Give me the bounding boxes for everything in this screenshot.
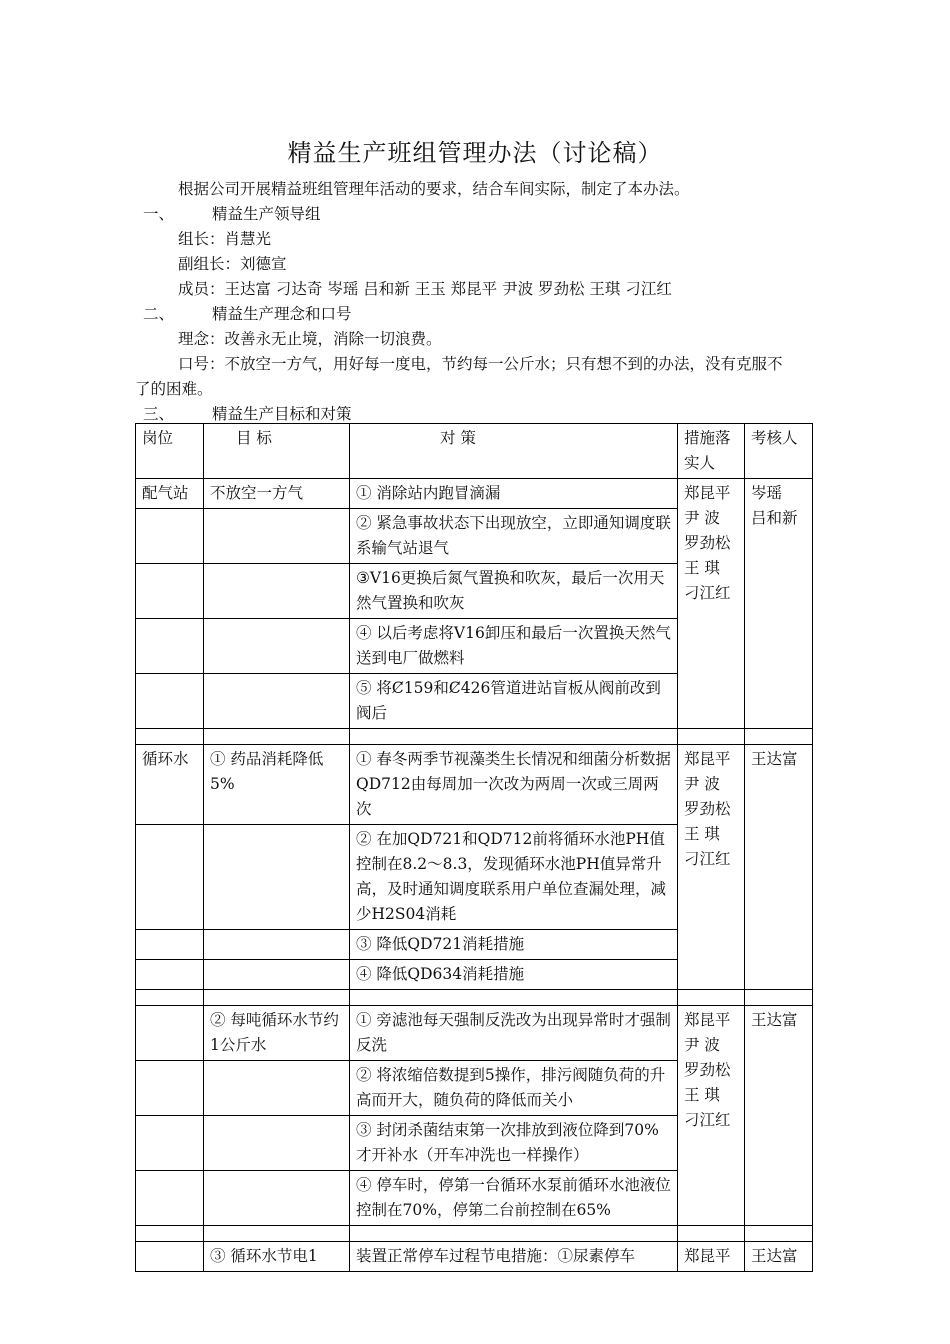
slogan-line-cont: 了的困难。 [135,380,213,398]
cell-measure: ④ 降低QD634消耗措施 [350,960,678,990]
table-row [136,745,813,825]
slogan-line: 口号：不放空一方气，用好每一度电，节约每一公斤水；只有想不到的办法，没有克服不 [178,355,783,373]
section-heading: 精益生产理念和口号 [212,305,352,323]
cell-measure: 装置正常停车过程节电措施：①尿素停车 [350,1242,678,1272]
cell-post: 配气站 [136,479,204,509]
cell-target: 不放空一方气 [204,479,350,509]
header-post: 岗位 [136,424,204,479]
table-row [136,1242,813,1272]
cell-implementer: 郑昆平 [678,1242,745,1272]
header-implementer: 措施落实人 [678,424,745,479]
cell-checker: 王达富 [745,1006,813,1226]
section-number: 一、 [143,205,175,223]
table-header-row [136,424,813,479]
section-number: 二、 [143,305,175,323]
cell-post: 循环水 [136,745,204,825]
intro-paragraph: 根据公司开展精益班组管理年活动的要求，结合车间实际，制定了本办法。 [178,180,690,198]
cell-measure: ③V16更换后氮气置换和吹灰，最后一次用天然气置换和吹灰 [350,564,678,619]
cell-implementer: 郑昆平 尹 波 罗劲松 王 琪 刁江红 [678,1006,745,1226]
cell-checker: 王达富 [745,745,813,990]
cell-implementer: 郑昆平 尹 波 罗劲松 王 琪 刁江红 [678,745,745,990]
table-spacer-row [136,729,813,745]
cell-checker: 岑瑶 吕和新 [745,479,813,729]
section-heading: 精益生产目标和对策 [212,405,352,423]
targets-table [135,423,813,1272]
cell-checker: 王达富 [745,1242,813,1272]
cell-measure: ③ 降低QD721消耗措施 [350,930,678,960]
leader-line: 组长：肖慧光 [178,230,272,248]
header-target: 目 标 [204,424,350,479]
cell-target: ③ 循环水节电1 [204,1242,350,1272]
table-spacer-row [136,1226,813,1242]
cell-measure: ④ 以后考虑将V16卸压和最后一次置换天然气送到电厂做燃料 [350,619,678,674]
section-heading: 精益生产领导组 [212,205,321,223]
table-row [136,479,813,509]
cell-measure: ⑤ 将Ȼ159和Ȼ426管道进站盲板从阀前改到阀后 [350,674,678,729]
cell-measure: ④ 停车时，停第一台循环水泵前循环水池液位控制在70%，停第二台前控制在65% [350,1171,678,1226]
header-checker: 考核人 [745,424,813,479]
cell-measure: ③ 封闭杀菌结束第一次排放到液位降到70%才开补水（开车冲洗也一样操作） [350,1116,678,1171]
cell-implementer: 郑昆平 尹 波 罗劲松 王 琪 刁江红 [678,479,745,729]
header-measure: 对 策 [350,424,678,479]
deputy-line: 副组长：刘德宣 [178,255,287,273]
cell-target: ① 药品消耗降低5% [204,745,350,825]
concept-line: 理念：改善永无止境，消除一切浪费。 [178,330,442,348]
table-row [136,1006,813,1061]
section-number: 三、 [143,405,175,423]
cell-measure: ① 旁滤池每天强制反洗改为出现异常时才强制反洗 [350,1006,678,1061]
page-title: 精益生产班组管理办法（讨论稿） [287,139,663,167]
cell-measure: ② 紧急事故状态下出现放空，立即通知调度联系输气站退气 [350,509,678,564]
cell-measure: ① 春冬两季节视藻类生长情况和细菌分析数据QD712由每周加一次改为两周一次或三周两次 [350,745,678,825]
cell-measure: ① 消除站内跑冒滴漏 [350,479,678,509]
cell-target: ② 每吨循环水节约1公斤水 [204,1006,350,1061]
members-line: 成员：王达富 刁达奇 岑瑶 吕和新 王玉 郑昆平 尹波 罗劲松 王琪 刁江红 [178,280,672,298]
cell-measure: ② 将浓缩倍数提到5操作，排污阀随负荷的升高而开大，随负荷的降低而关小 [350,1061,678,1116]
cell-measure: ② 在加QD721和QD712前将循环水池PH值控制在8.2～8.3，发现循环水池PH值异常升高，及时通知调度联系用户单位查漏处理，减少H2S04消耗 [350,825,678,930]
table-spacer-row [136,990,813,1006]
